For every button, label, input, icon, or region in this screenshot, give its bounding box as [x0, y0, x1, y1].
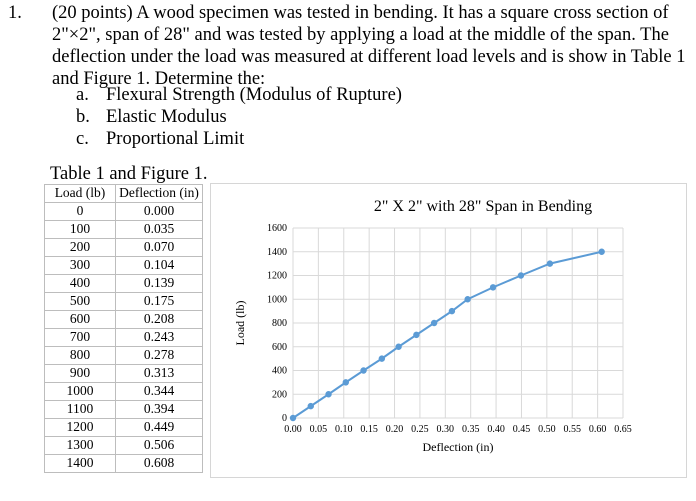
- deflection-cell: 0.278: [116, 347, 203, 365]
- x-axis-label: Deflection (in): [422, 440, 494, 454]
- table-row: [45, 401, 203, 419]
- load-cell: 900: [45, 365, 116, 383]
- table-row: [45, 437, 203, 455]
- table-row: [45, 203, 203, 221]
- deflection-cell: 0.243: [116, 329, 203, 347]
- x-tick-label: 0.10: [335, 424, 353, 435]
- y-tick-label: 1600: [267, 223, 287, 234]
- deflection-cell: 0.139: [116, 275, 203, 293]
- data-point: [290, 415, 296, 421]
- deflection-cell: 0.313: [116, 365, 203, 383]
- x-tick-label: 0.25: [411, 424, 429, 435]
- part-text: Elastic Modulus: [106, 107, 227, 127]
- x-tick-label: 0.60: [588, 424, 607, 435]
- part-a: [76, 84, 402, 106]
- deflection-cell: 0.000: [116, 203, 203, 221]
- table-row: [45, 239, 203, 257]
- table-header-row: [45, 185, 203, 203]
- x-tick-label: 0.15: [360, 424, 378, 435]
- problem-text: [52, 2, 692, 90]
- table-caption: Table 1 and Figure 1.: [50, 164, 208, 184]
- x-tick-label: 0.45: [512, 424, 531, 435]
- header-deflection: Deflection (in): [116, 185, 203, 203]
- x-tick-label: 0.65: [614, 424, 632, 435]
- problem-number: 1.: [8, 3, 22, 23]
- deflection-cell: 0.449: [116, 419, 203, 437]
- x-tick-label: 0.20: [385, 424, 404, 435]
- part-text: Proportional Limit: [106, 129, 245, 149]
- table-row: [45, 221, 203, 239]
- x-tick-label: 0.40: [487, 424, 505, 435]
- data-point: [431, 320, 437, 326]
- data-point: [598, 249, 604, 255]
- y-tick-label: 600: [272, 341, 287, 353]
- load-cell: 600: [45, 311, 116, 329]
- load-cell: 1200: [45, 419, 116, 437]
- data-point: [547, 260, 553, 266]
- table-row: [45, 347, 203, 365]
- x-tick-label: 0.50: [538, 424, 556, 435]
- load-deflection-chart: [211, 184, 686, 477]
- chart-title: 2" X 2" with 28" Span in Bending: [373, 198, 593, 215]
- x-tick-label: 0.05: [309, 424, 328, 435]
- deflection-cell: 0.344: [116, 383, 203, 401]
- deflection-cell: 0.506: [116, 437, 203, 455]
- problem-line-4: and Figure 1. Determine the:: [52, 69, 266, 89]
- load-cell: 1300: [45, 437, 116, 455]
- y-tick-label: 800: [272, 318, 287, 329]
- load-cell: 400: [45, 275, 116, 293]
- load-cell: 800: [45, 347, 116, 365]
- y-tick-label: 0: [282, 413, 287, 424]
- load-cell: 500: [45, 293, 116, 311]
- chart-area: [210, 183, 687, 478]
- table-row: [45, 293, 203, 311]
- table-row: [45, 419, 203, 437]
- y-tick-label: 1200: [267, 270, 287, 282]
- deflection-cell: 0.608: [116, 455, 203, 473]
- table-row: [45, 257, 203, 275]
- deflection-cell: 0.394: [116, 401, 203, 419]
- load-cell: 1400: [45, 455, 116, 473]
- table-row: [45, 311, 203, 329]
- data-point: [379, 355, 385, 361]
- data-point: [413, 332, 419, 338]
- series-line: [293, 252, 602, 418]
- table-row: [45, 329, 203, 347]
- table-row: [45, 455, 203, 473]
- part-text: Flexural Strength (Modulus of Rupture): [106, 85, 402, 105]
- x-tick-label: 0.35: [461, 424, 480, 435]
- data-point: [518, 272, 524, 278]
- deflection-cell: 0.035: [116, 221, 203, 239]
- data-point: [343, 379, 349, 385]
- x-tick-label: 0.30: [436, 424, 455, 435]
- table-row: [45, 383, 203, 401]
- data-point: [308, 403, 314, 409]
- load-cell: 0: [45, 203, 116, 221]
- y-tick-label: 1400: [267, 246, 287, 258]
- x-tick-label: 0.00: [284, 424, 302, 435]
- deflection-cell: 0.070: [116, 239, 203, 257]
- part-b: [76, 106, 402, 128]
- load-cell: 100: [45, 221, 116, 239]
- x-tick-label: 0.55: [563, 424, 581, 435]
- data-table: [44, 184, 203, 473]
- problem-line-1: (20 points) A wood specimen was tested in bending. It has a square cross section of: [52, 3, 669, 23]
- load-cell: 300: [45, 257, 116, 275]
- problem-parts: [76, 84, 402, 150]
- part-letter: b.: [76, 107, 90, 127]
- deflection-cell: 0.104: [116, 257, 203, 275]
- table-row: [45, 365, 203, 383]
- load-cell: 700: [45, 329, 116, 347]
- data-point: [325, 391, 331, 397]
- y-tick-label: 400: [272, 365, 287, 377]
- part-letter: c.: [76, 129, 89, 149]
- table-body: [45, 203, 203, 473]
- table-row: [45, 275, 203, 293]
- load-cell: 1000: [45, 383, 116, 401]
- y-axis-label: Load (lb): [233, 300, 247, 346]
- deflection-cell: 0.208: [116, 311, 203, 329]
- part-c: [76, 128, 402, 150]
- part-letter: a.: [76, 85, 89, 105]
- problem-line-2: 2"×2", span of 28" and was tested by applying a load at the middle of the span. The: [52, 25, 669, 45]
- data-point: [395, 344, 401, 350]
- deflection-cell: 0.175: [116, 293, 203, 311]
- y-tick-label: 1000: [267, 294, 287, 306]
- data-point: [490, 284, 496, 290]
- data-point: [449, 308, 455, 314]
- load-cell: 200: [45, 239, 116, 257]
- y-tick-label: 200: [272, 389, 287, 401]
- header-load: Load (lb): [45, 185, 116, 203]
- data-point: [360, 367, 366, 373]
- problem-line-3: deflection under the load was measured at different load levels and is show in Table 1: [52, 47, 686, 67]
- data-point: [464, 296, 470, 302]
- load-cell: 1100: [45, 401, 116, 419]
